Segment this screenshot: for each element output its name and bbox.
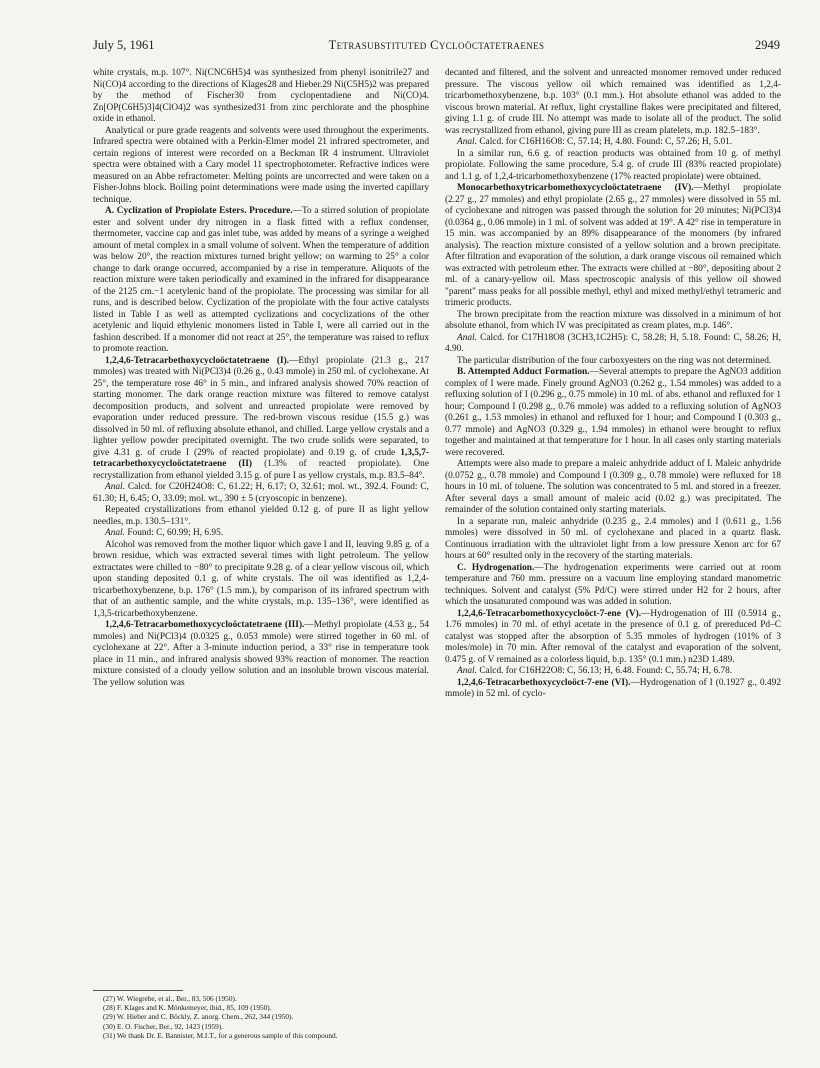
compound-i-paragraph (93, 356, 429, 483)
header-date: July 5, 1961 (93, 38, 155, 52)
compound-iv-text: —Methyl propiolate (2.27 g., 27 mmoles) and ethyl propiolate (2.65 g., 27 mmoles) were dissolved in 55 ml. of cyclohexane and nitrogen was passed through the solution for 20 minutes; Ni(PCl3)4 (0.0364 g., 0.06 mmole) in 1 ml. of solvent was added at 19°. A 42° rise in temperature in 15 min. was accompanied by an 89% disappearance of the monomers (by infrared analysis). The reaction mixture consisted of a yellow solution and a brown precipitate. After filtration and evaporation of the solution, a dark orange viscous oil remained which was extracted with petroleum ether. The extracts were chilled at −80°, depositing about 2 ml. of a canary-yellow oil. Mass spectroscopic analysis of this yellow oil showed "parent" mass peaks for all possible methyl, ethyl and mixed methyl/ethyl tetrameric and trimeric products. (445, 183, 781, 308)
paragraph-instruments: Analytical or pure grade reagents and solvents were used throughout the experiments. Infrared spectra were obtained with a Perkin-Elmer model 21 infrared spectrometer, and certain regions of interest were recorded on a Beckman IR 4 instrument. Ultraviolet spectra were obtained with a Cary model 11 spectrophotometer. Refractive indices were measured on an Abbe refractometer. Melting points are uncorrected and were taken on a Fisher-Johns block. Boiling point determinations were made using the inverted capillary technique. (93, 125, 429, 205)
analysis-4 (445, 333, 781, 356)
analysis-3 (445, 137, 781, 149)
analysis-5 (445, 666, 781, 678)
compound-i-text: —Ethyl propiolate (21.3 g., 217 mmoles) was treated with Ni(PCl3)4 (0.26 g., 0.43 mmole) in 250 ml. of cyclohexane. At 25°, the temperature rose 46° in 5 min., and infrared analysis showed 70% reaction of starting monomer. The dark orange reaction mixture was filtered to remove catalyst decomposition products, and solvent and unreacted propiolate were removed by evaporation under reduced pressure. The red-brown viscous residue (15.5 g.) was dissolved in 50 ml. of refluxing absolute ethanol, and chilled. Large yellow crystals and a lighter yellow powder precipitated overnight. The two crude solids were separated, to give 4.31 g. of crude I (29% of reacted propiolate) and 0.19 g. of crude (93, 355, 429, 458)
section-b-heading: B. Attempted Adduct Formation. (457, 367, 590, 377)
section-a-text: —To a stirred solution of propiolate ester and solvent under dry nitrogen in a flask fitted with a reflux condenser, thermometer, vaccine cap and gas inlet tube, was added by means of a syringe a weighed amount of metal complex in a small volume of solvent. When the temperature of addition was below 20°, the reaction mixtures turned bright yellow; on warming to 25° a color change to dark orange occurred, accompanied by a rise in temperature. Aliquots of the reaction mixture were taken periodically and examined in the infrared for disappearance of the 2125 cm.−1 acetylenic band of the propiolate. The processing was similar for all runs, and is described below. Cyclization of the propiolate with the four active catalysts listed in Table I as well as attempted cyclizations and cocyclizations of the other acetylenic and liquid ethylenic monomers listed in Table I, were all carried out in the fashion described. If a monomer did not react at 25°, the temperature was raised to reflux to promote reaction. (93, 206, 429, 354)
compound-iii-heading: 1,2,4,6-Tetracarbomethoxycycloöctatetraene (III). (105, 620, 305, 630)
paragraph-reagents: white crystals, m.p. 107°. Ni(CNC6H5)4 was synthesized from phenyl isonitrile27 and Ni(CO)4 according to the directions of Klages28 and Hieber.29 Ni(C5H5)2 was prepared by the method of Fischer30 from cyclopentadiene and Ni(CO)4. Zn[OP(C6H5)3]4(ClO4)2 was synthesized31 from zinc perchlorate and the phosphine oxide in ethanol. (93, 68, 429, 124)
paragraph-similar-run: In a similar run, 6.6 g. of reaction products was obtained from 10 g. of methyl propiolate. Following the same procedure, 5.4 g. of crude III (83% reacted propiolate) and 1.1 g. of 1,2,4-tricarbomethoxybenzene (17% reacted propiolate) were obtained. (445, 148, 781, 182)
compound-vi-text: —Hydrogenation of I (0.1927 g., 0.492 mmole) in 52 ml. of cyclo- (445, 677, 781, 699)
section-c-heading: C. Hydrogenation. (457, 562, 535, 573)
compound-iv-paragraph (445, 183, 781, 310)
paragraph-maleic: Attempts were also made to prepare a maleic anhydride adduct of I. Maleic anhydride (0.0752 g., 0.78 mmole) and Compound I (0.309 g., 0.78 mmole) were refluxed for 18 hours in 10 ml. of toluene. The solution was concentrated to 5 ml. and stored in a freezer. After several days a small amount of maleic acid (0.02 g.) was precipitated. The remainder of the solution contained only starting materials. (445, 459, 781, 515)
compound-i-heading: 1,2,4,6-Tetracarbethoxycycloöctatetraene (I). (105, 355, 290, 366)
compound-v-paragraph (445, 609, 781, 667)
compound-iii-text: —Methyl propiolate (4.53 g., 54 mmoles) and Ni(PCl3)4 (0.0325 g., 0.053 mmole) were stirred together in 60 ml. of cyclohexane at 22°. After a 3-minute induction period, a 33° rise in temperature took place in 11 min., and infrared analysis showed 93% reaction of monomer. The reaction mixture consisted of a cloudy yellow solution and an insoluble brown viscous material. The yellow solution was (93, 620, 429, 688)
footnote-27: (27) W. Wiegrebe, et al., Ber., 83, 506 (1950). (103, 994, 237, 1003)
section-a-paragraph (93, 206, 429, 356)
compound-vi-heading: 1,2,4,6-Tetracarbethoxycycloöct-7-ene (VI). (457, 677, 631, 688)
right-column (445, 68, 781, 701)
analysis-label: Anal. (105, 528, 125, 538)
left-column (93, 68, 429, 689)
analysis-text: Calcd. for C16H16O8: C, 57.14; H, 4.80. Found: C, 57.26; H, 5.01. (479, 137, 733, 147)
section-c-paragraph (445, 563, 781, 609)
footnotes (93, 990, 429, 1040)
paragraph-distribution: The particular distribution of the four carboxyesters on the ring was not determined. (457, 355, 772, 366)
section-b-text: —Several attempts to prepare the AgNO3 addition complex of I were made. Finely ground AgNO3 (0.262 g., 1.54 mmoles) was added to a refluxing solution of I (0.296 g., 0.75 mmole) in 10 ml. of abs. ethanol and refluxed for 1 hour; Compound I (0.298 g., 0.76 mmole) was added to a refluxing solution of AgNO3 (0.261 g., 1.53 mmoles) in ethanol and refluxed for 1 hour; and Compound I (0.303 g., 0.77 mmole) and AgNO3 (0.329 g., 1.94 mmoles) in ethanol were brought to reflux together and maintained at that temperature for 1 hour. In all cases only starting materials were recovered. (445, 367, 782, 458)
compound-ii-name: 1,3,5,7-tetracarbethoxycycloöctatetraene (II) (93, 447, 429, 469)
section-a-heading: A. Cyclization of Propiolate Esters. Procedure. (105, 206, 293, 216)
compound-v-text: —Hydrogenation of III (0.5914 g., 1.76 mmoles) in 70 ml. of ethyl acetate in the presence of 0.1 g. of prereduced Pd–C catalyst was stopped after the absorption of 5.35 mmoles of hydrogen (101% of 3 moles/mole) in 70 min. After removal of the catalyst and evaporation of the solvent, 0.475 g. of V remained as a colorless liquid, b.p. 135° (0.1 mm.) n23D 1.489. (445, 608, 781, 665)
compound-i-text-2: (1.3% of reacted propiolate). One recrystallization from ethanol yielded 3.15 g. of pure I as yellow crystals, m.p. 83.5–84°. (93, 459, 429, 481)
compound-iv-heading: Monocarbethoxytricarbomethoxycycloöctatetraene (IV). (457, 183, 694, 193)
analysis-text: Calcd. for C16H22O8: C, 56.13; H, 6.48. Found: C, 55.74; H, 6.78. (479, 666, 733, 676)
paragraph-repeated: Repeated crystallizations from ethanol yielded 0.12 g. of pure II as light yellow needles, m.p. 130.5–131°. (93, 505, 429, 527)
section-c-text: —The hydrogenation experiments were carried out at room temperature and 760 mm. pressure on a vacuum line employing standard manometric techniques. Solvent and catalyst (5% Pd/C) were stirred under H2 for 2 hours, after which the unsaturated compound was was added in solution. (445, 562, 781, 607)
footnote-29: (29) W. Hieber and C. Böckly, Z. anorg. Chem., 262, 344 (1950). (103, 1012, 294, 1022)
paragraph-alcohol: Alcohol was removed from the mother liquor which gave I and II, leaving 9.85 g. of a brown residue, which was extracted several times with light petroleum. The yellow extractates were chilled to −80° to precipitate 9.28 g. of a clear yellow viscous oil, which upon standing deposited 0.1 g. of white crystals. The oil was identified as 1,2,4-tricarbethoxybenzene, b.p. 176° (1.5 mm.), by comparison of its infrared spectrum with that of an authentic sample, and the white crystals, m.p. 135–136°, were identified as 1,3,5-tricarbethoxybenzene. (93, 539, 429, 619)
footnote-divider (93, 990, 183, 991)
header-page-number: 2949 (755, 38, 780, 52)
section-b-paragraph (445, 367, 781, 459)
analysis-text: Calcd. for C20H24O8: C, 61.22; H, 6.17; O, 32.61; mol. wt., 392.4. Found: C, 61.30; H, 6.45; O, 33.09; mol. wt., 390 ± 5 (cryoscopic in benzene). (93, 482, 429, 504)
paragraph-separate-run: In a separate run, maleic anhydride (0.235 g., 2.4 mmoles) and I (0.611 g., 1.56 mmoles) were dissolved in 50 ml. of cyclohexane and placed in a quartz flask. Continuous irradiation with the ultraviolet light from a low pressure Xenon arc for 67 hours at 60° resulted only in the recovery of the starting materials. (445, 516, 781, 561)
footnote-30: (30) E. O. Fischer, Ber., 92, 1423 (1959). (103, 1021, 224, 1031)
analysis-label: Anal. (105, 482, 125, 492)
header-title: Tetrasubstituted Cycloöctatetraenes (328, 38, 545, 52)
paragraph-brown-precipitate: The brown precipitate from the reaction mixture was dissolved in a minimum of hot absolute ethanol, from which IV was precipitated as cream plates, m.p. 146°. (445, 309, 781, 331)
running-head (93, 38, 780, 54)
footnote-28: (28) F. Klages and K. Mönkemeyer, ibid., 85, 109 (1950). (103, 1003, 272, 1013)
analysis-text: Found: C, 60.99; H, 6.95. (127, 528, 224, 538)
analysis-2 (93, 528, 429, 540)
analysis-text: Calcd. for C17H18O8 (3CH3,1C2H5): C, 58.28; H, 5.18. Found: C, 58.26; H, 4.90. (445, 332, 781, 354)
paragraph-decanted: decanted and filtered, and the solvent and unreacted monomer removed under reduced pressure. The viscous yellow oil which remained was identified as 1,2,4-tricarbomethoxybenzene, b.p. 103° (0.1 mm.). Hot absolute ethanol was added to the viscous brown material. At reflux, light crystalline flakes were precipitated and filtered, giving 1.1 g. of crude III. No attempt was made to isolate all of the product. The solid was recrystallized from ethanol, giving pure III as cream platelets, m.p. 182.5–183°. (445, 68, 781, 136)
analysis-1 (93, 482, 429, 505)
compound-iii-paragraph (93, 620, 429, 689)
analysis-label: Anal. (457, 332, 477, 343)
compound-v-heading: 1,2,4,6-Tetracarbomethoxycycloöct-7-ene (V). (457, 608, 642, 619)
analysis-label: Anal. (457, 137, 477, 147)
compound-vi-paragraph (445, 678, 781, 701)
footnote-31: (31) We thank Dr. E. Bannister, M.I.T., for a generous sample of this compound. (103, 1030, 338, 1040)
analysis-label: Anal. (457, 666, 477, 676)
